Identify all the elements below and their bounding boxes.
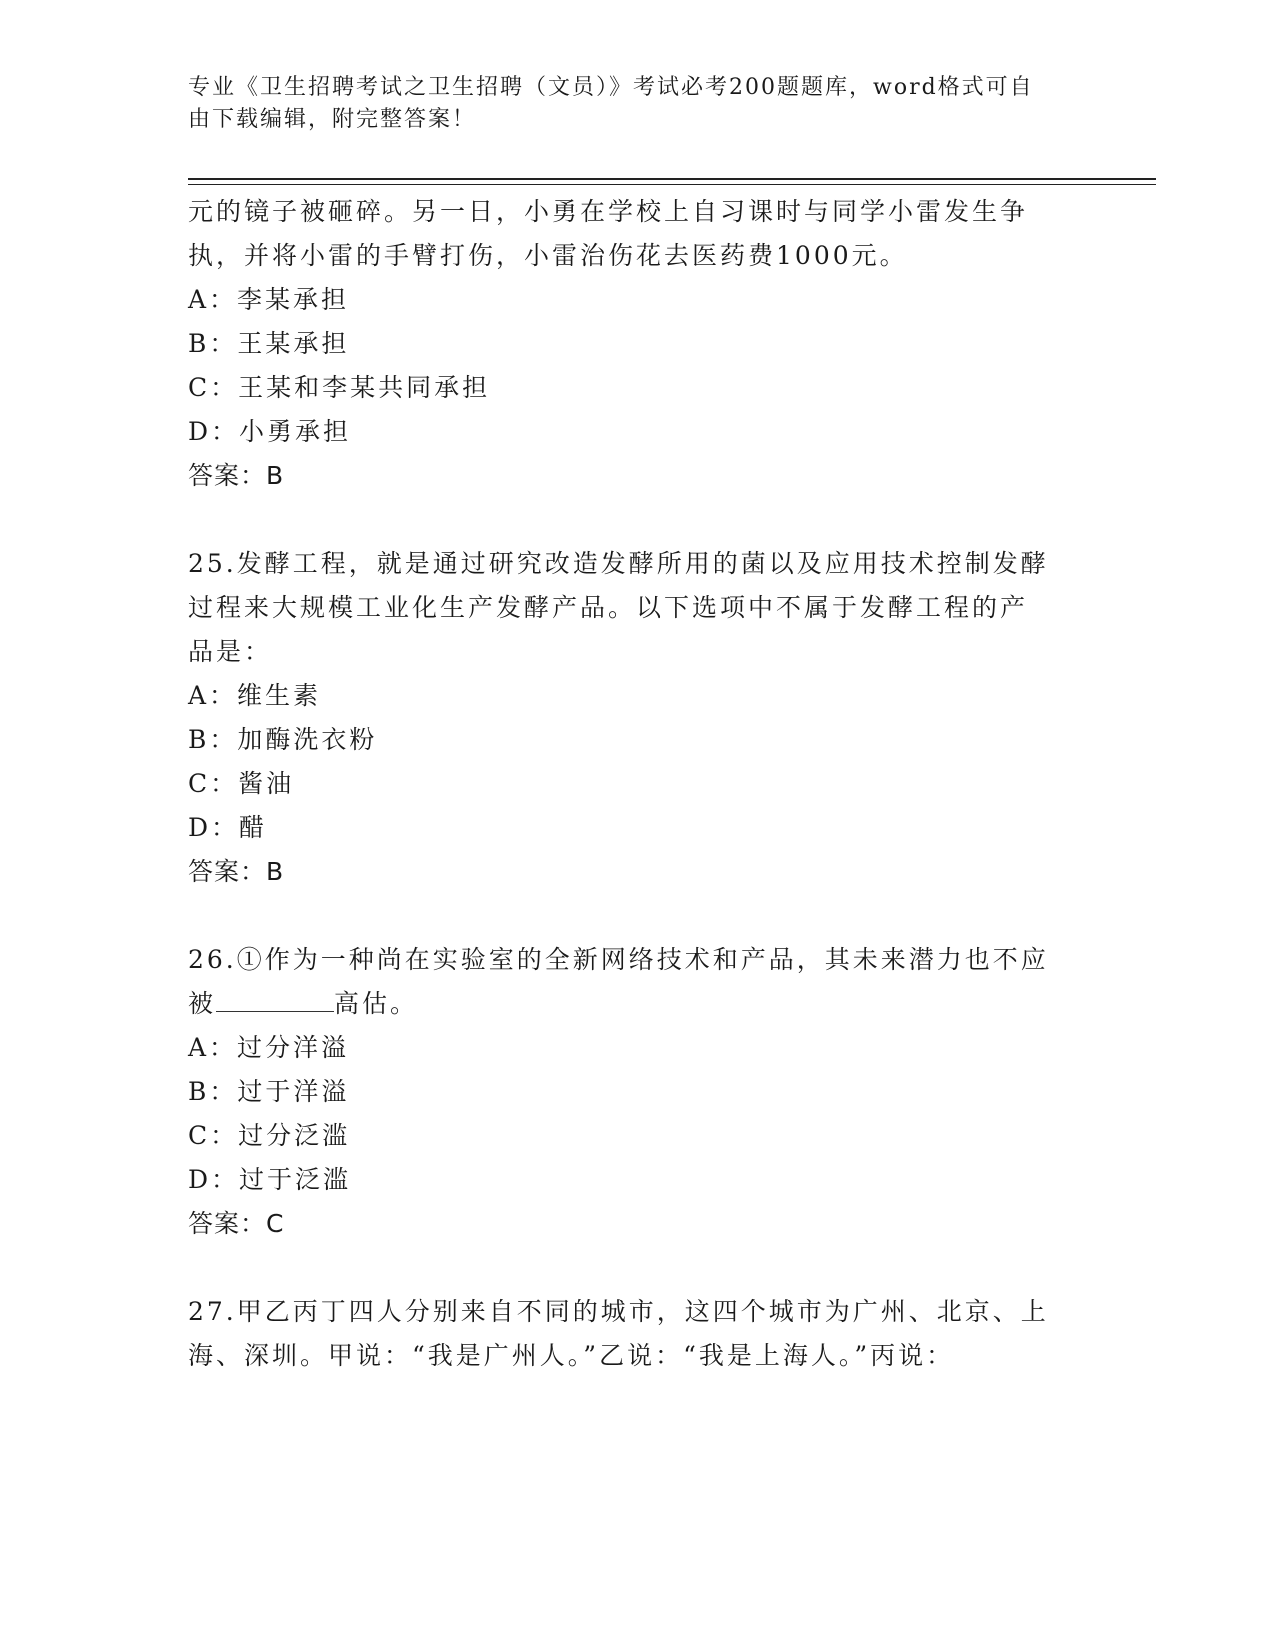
question-text-fragment: 高估。 xyxy=(334,989,419,1018)
header-line-2: 由下载编辑，附完整答案！ xyxy=(188,107,477,132)
option-c: C：过分泛滥 xyxy=(188,1121,351,1150)
header-divider-thick xyxy=(188,178,1156,180)
question-text-line: 执，并将小雷的手臂打伤，小雷治伤花去医药费1000元。 xyxy=(188,241,908,270)
question-text-line: 26.①作为一种尚在实验室的全新网络技术和产品，其未来潜力也不应 xyxy=(188,945,1049,974)
answer: 答案：B xyxy=(188,857,285,886)
document-header xyxy=(188,72,1068,136)
fill-in-blank xyxy=(216,987,334,1012)
option-b: B：过于洋溢 xyxy=(188,1077,350,1106)
question-list xyxy=(188,190,1068,1378)
question-text-line: 品是： xyxy=(188,637,273,666)
question-26 xyxy=(188,938,1068,1246)
option-b: B：加酶洗衣粉 xyxy=(188,725,378,754)
header-divider-thin xyxy=(188,184,1156,185)
option-d: D：过于泛滥 xyxy=(188,1165,352,1194)
option-a: A：维生素 xyxy=(188,681,322,710)
option-c: C：酱油 xyxy=(188,769,295,798)
option-a: A：李某承担 xyxy=(188,285,350,314)
option-d: D：醋 xyxy=(188,813,268,842)
option-b: B：王某承担 xyxy=(188,329,350,358)
question-25 xyxy=(188,542,1068,894)
option-a: A：过分洋溢 xyxy=(188,1033,350,1062)
answer: 答案：C xyxy=(188,1209,285,1238)
question-text-line: 过程来大规模工业化生产发酵产品。以下选项中不属于发酵工程的产 xyxy=(188,593,1029,622)
question-text-line: 海、深圳。甲说：“我是广州人。”乙说：“我是上海人。”丙说： xyxy=(188,1341,955,1370)
spacer xyxy=(188,894,1068,938)
option-c: C：王某和李某共同承担 xyxy=(188,373,491,402)
spacer xyxy=(188,498,1068,542)
answer: 答案：B xyxy=(188,461,285,490)
question-text-line: 元的镜子被砸碎。另一日，小勇在学校上自习课时与同学小雷发生争 xyxy=(188,197,1029,226)
spacer xyxy=(188,1246,1068,1290)
question-text-line: 27.甲乙丙丁四人分别来自不同的城市，这四个城市为广州、北京、上 xyxy=(188,1297,1049,1326)
question-24 xyxy=(188,190,1068,498)
header-line-1: 专业《卫生招聘考试之卫生招聘（文员）》考试必考200题题库，word格式可自 xyxy=(188,75,1034,100)
question-27 xyxy=(188,1290,1068,1378)
question-text-fragment: 被 xyxy=(188,989,217,1018)
option-d: D：小勇承担 xyxy=(188,417,352,446)
question-text-line xyxy=(188,982,1068,1026)
question-text-line: 25.发酵工程，就是通过研究改造发酵所用的菌以及应用技术控制发酵 xyxy=(188,549,1049,578)
